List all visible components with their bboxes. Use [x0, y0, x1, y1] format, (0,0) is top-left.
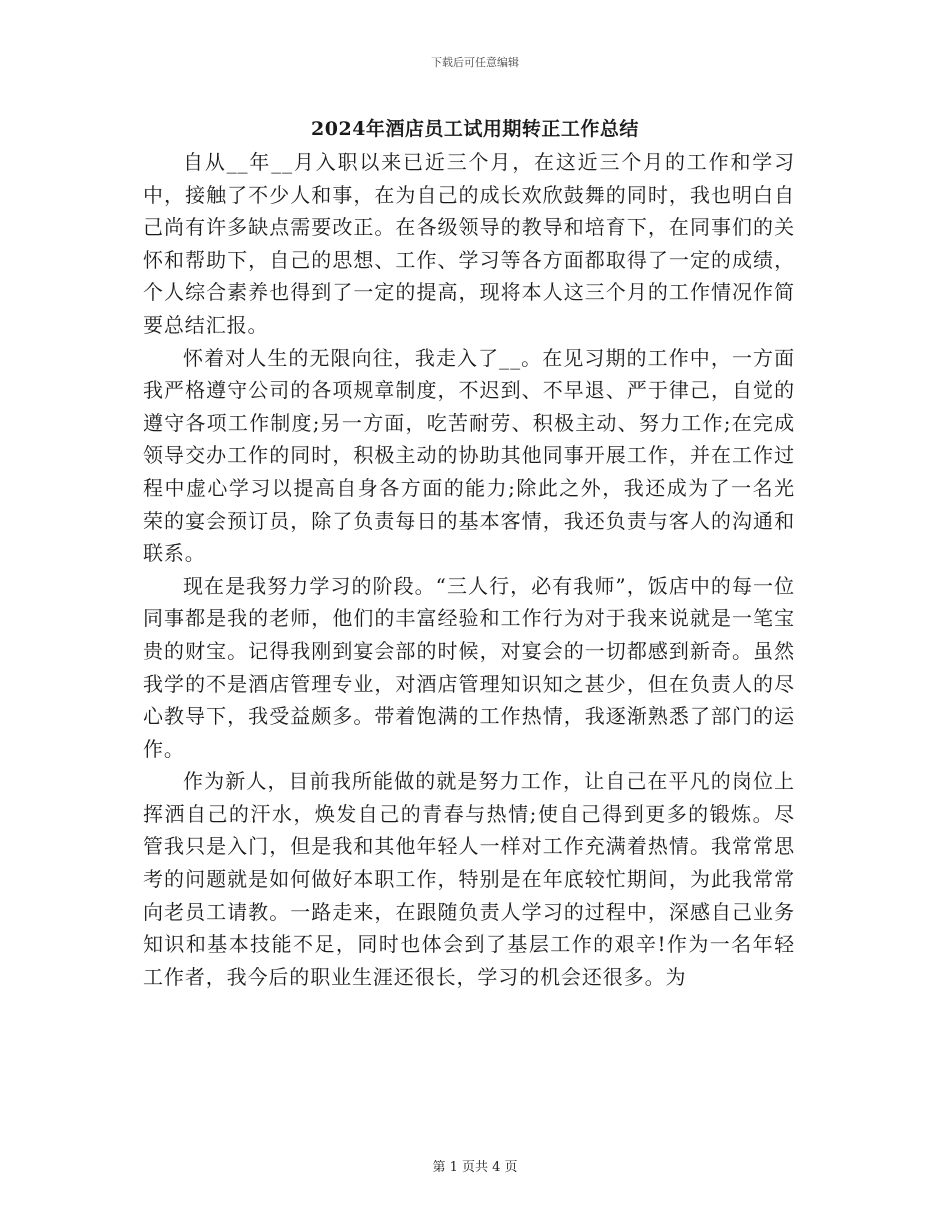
document-body [143, 146, 795, 993]
paragraph-2: 怀着对人生的无限向往，我走入了__。在见习期的工作中，一方面我严格遵守公司的各项规章制度，不迟到、不早退、严于律己，自觉的遵守各项工作制度;另一方面，吃苦耐劳、积极主动、努力工作;在完成领导交办工作的同时，积极主动的协助其他同事开展工作，并在工作过程中虚心学习以提高自身各方面的能力;除此之外，我还成为了一名光荣的宴会预订员，除了负责每日的基本客情，我还负责与客人的沟通和联系。 [143, 345, 795, 566]
paragraph-3: 现在是我努力学习的阶段。“三人行，必有我师”，饭店中的每一位同事都是我的老师，他们的丰富经验和工作行为对于我来说就是一笔宝贵的财宝。记得我刚到宴会部的时候，对宴会的一切都感到新奇。虽然我学的不是酒店管理专业，对酒店管理知识知之甚少，但在负责人的尽心教导下，我受益颇多。带着饱满的工作热情，我逐渐熟悉了部门的运作。 [143, 573, 795, 761]
page-number-footer: 第 1 页共 4 页 [432, 1160, 518, 1175]
document-title: 2024年酒店员工试用期转正工作总结 [311, 118, 639, 140]
paragraph-1: 自从__年__月入职以来已近三个月，在这近三个月的工作和学习中，接触了不少人和事，在为自己的成长欢欣鼓舞的同时，我也明白自己尚有许多缺点需要改正。在各级领导的教导和培育下，在同事们的关怀和帮助下，自己的思想、工作、学习等各方面都取得了一定的成绩，个人综合素养也得到了一定的提高，现将本人这三个月的工作情况作简要总结汇报。 [143, 150, 795, 337]
header-note: 下载后可任意编辑 [431, 56, 519, 69]
paragraph-4: 作为新人，目前我所能做的就是努力工作，让自己在平凡的岗位上挥洒自己的汗水，焕发自己的青春与热情;使自己得到更多的锻炼。尽管我只是入门，但是我和其他年轻人一样对工作充满着热情。我常常思考的问题就是如何做好本职工作，特别是在年底较忙期间，为此我常常向老员工请教。一路走来，在跟随负责人学习的过程中，深感自己业务知识和基本技能不足，同时也体会到了基层工作的艰辛!作为一名年轻工作者，我今后的职业生涯还很长，学习的机会还很多。为 [143, 769, 795, 989]
